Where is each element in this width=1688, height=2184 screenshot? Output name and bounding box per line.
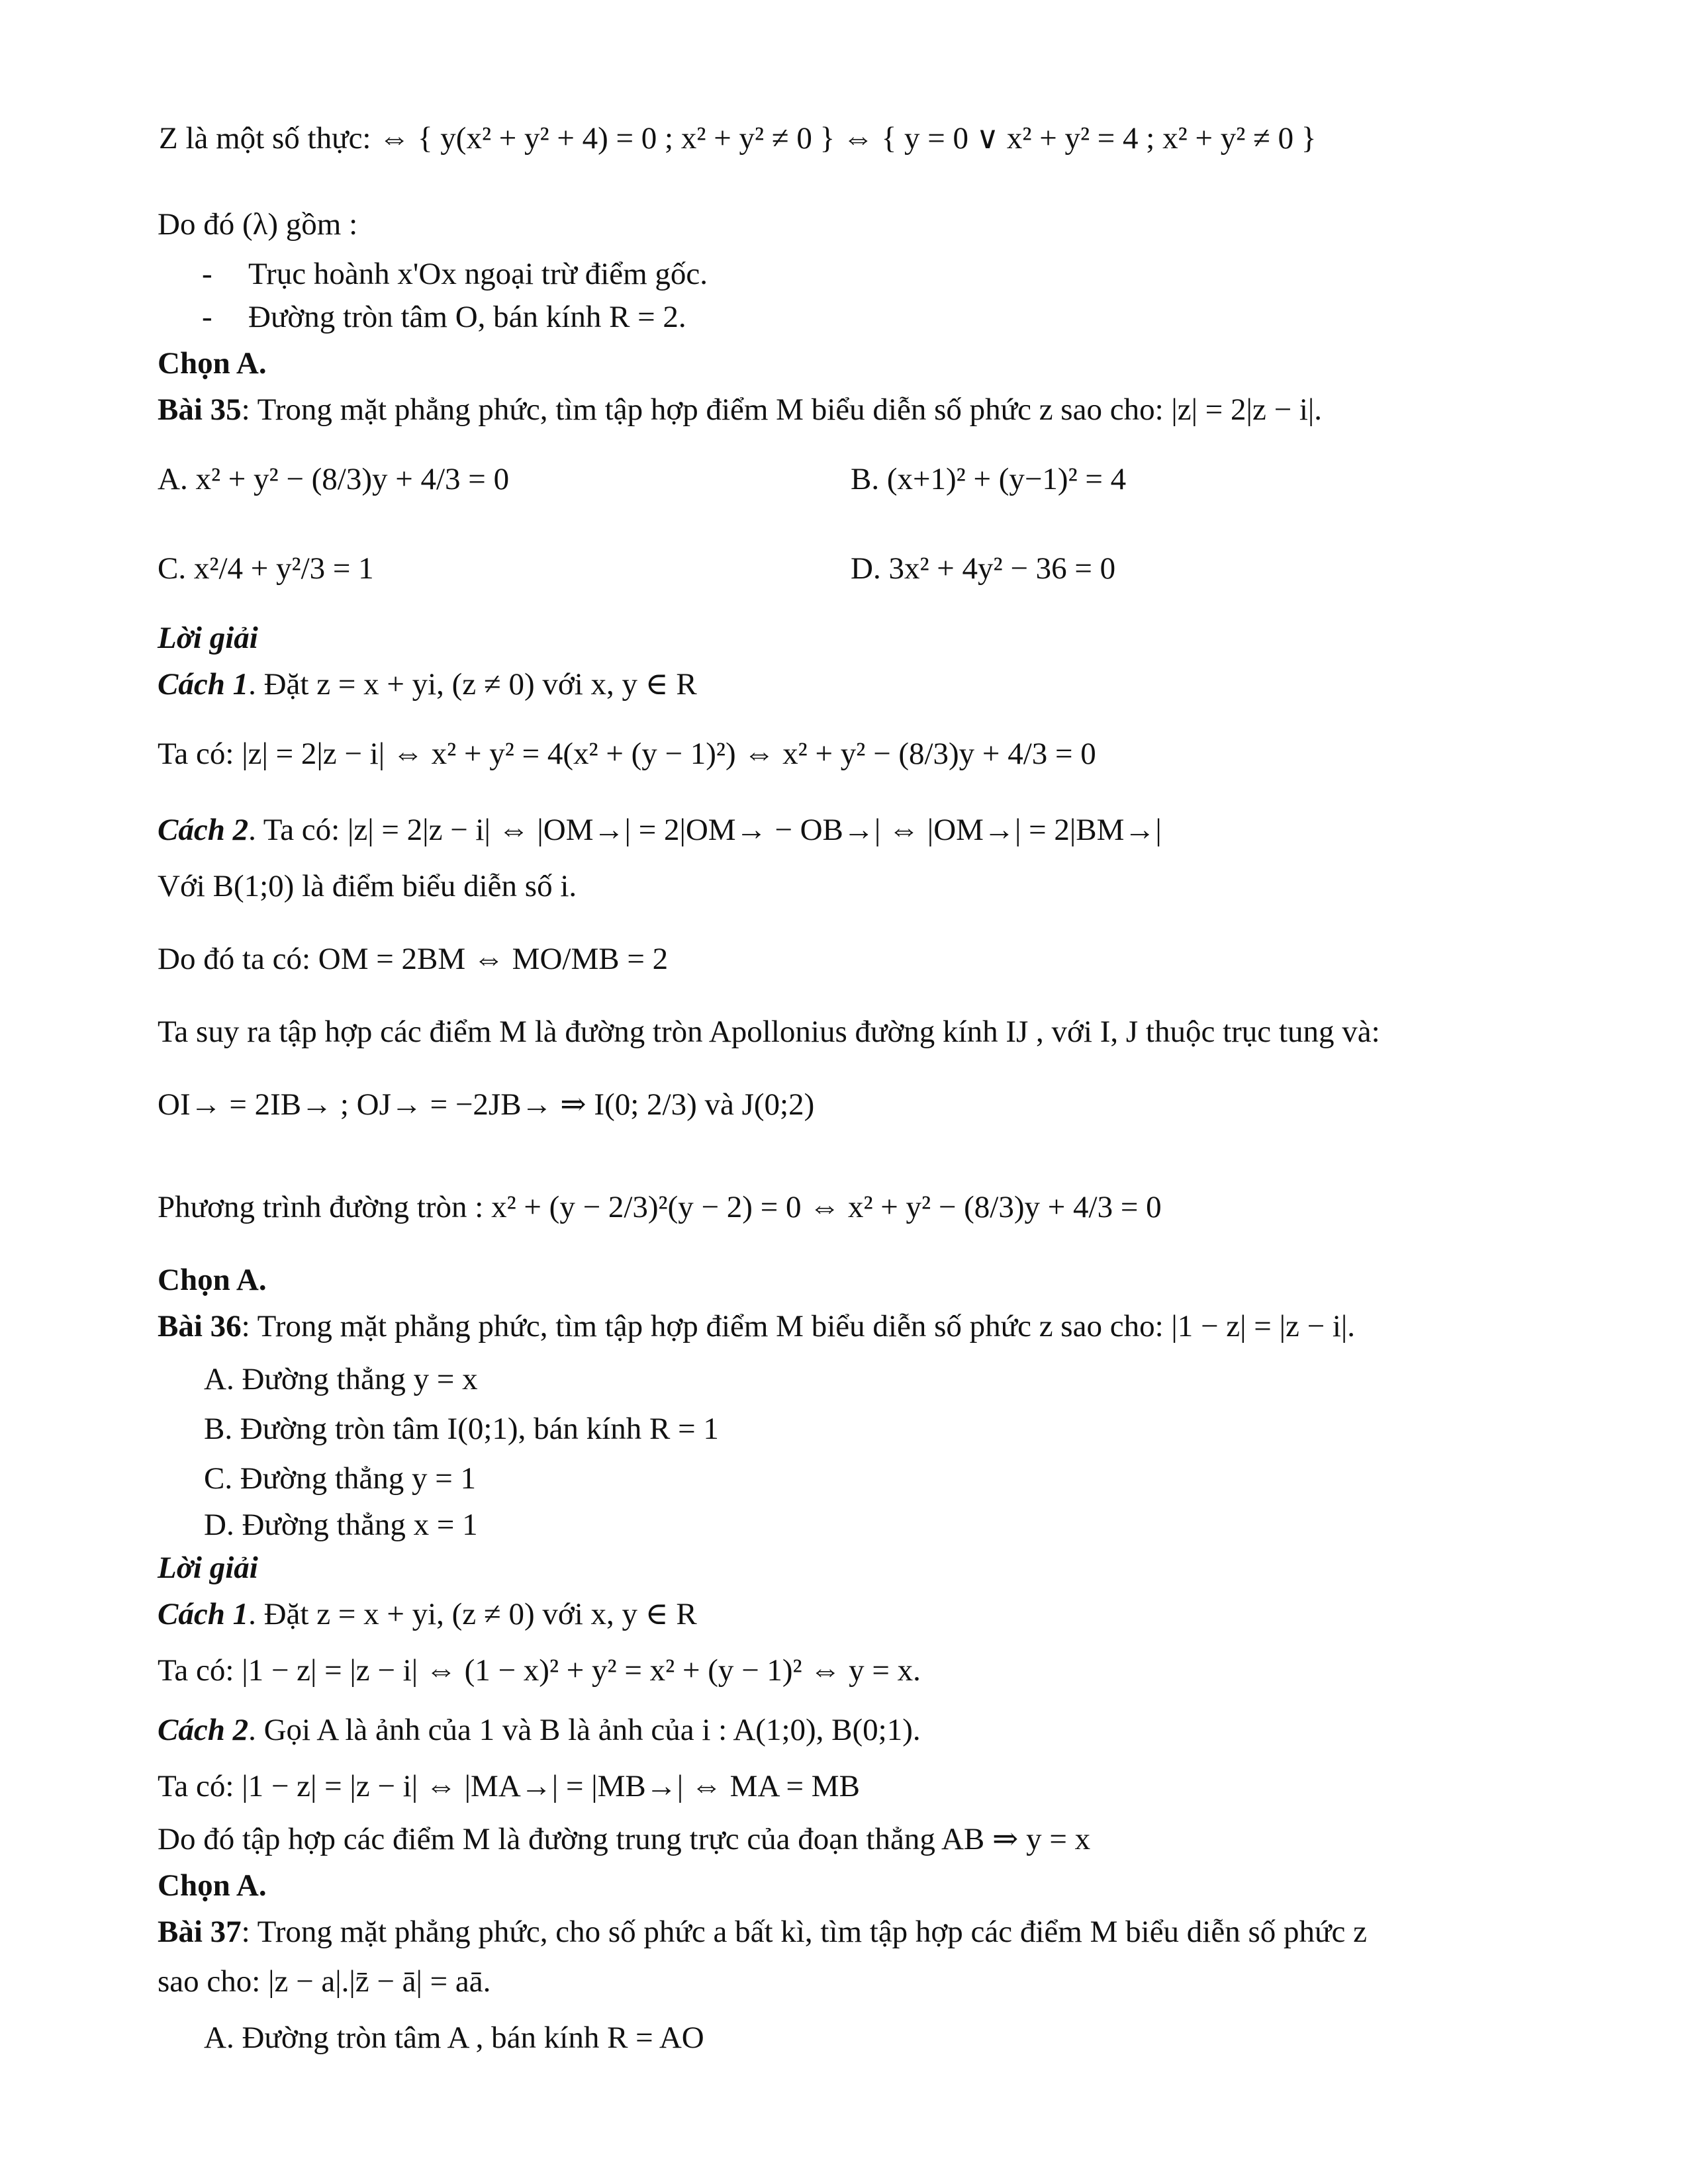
solution-heading: Lời giải	[158, 621, 258, 655]
circle-equation-line: Phương trình đường tròn : x² + (y − 2/3)²(y − 2) = 0 ⇔ x² + y² − (8/3)y + 4/3 = 0	[158, 1190, 1162, 1224]
equation-line: Ta có: |1 − z| = |z − i| ⇔ (1 − x)² + y² = x² + (y − 1)² ⇔ y = x.	[158, 1653, 921, 1688]
method-2-label: Cách 2	[158, 1713, 249, 1747]
method-2-line	[158, 1711, 921, 1749]
method-1-text: . Đặt z = x + yi, (z ≠ 0) với x, y ∈ R	[248, 667, 697, 702]
problem-37-statement	[158, 1913, 1367, 1951]
option-a-36: A. Đường thẳng y = x	[204, 1362, 478, 1396]
option-b-35: B. (x+1)² + (y−1)² = 4	[851, 462, 1127, 496]
equation-line: Ta có: |z| = 2|z − i| ⇔ x² + y² = 4(x² + (y − 1)²) ⇔ x² + y² − (8/3)y + 4/3 = 0	[158, 737, 1096, 771]
problem-35-statement	[158, 390, 1322, 429]
locus-intro: Do đó (λ) gồm :	[158, 207, 358, 242]
point-b-note: Với B(1;0) là điểm biểu diễn số i.	[158, 869, 577, 903]
method-2-line	[158, 811, 1162, 849]
method-1-label: Cách 1	[158, 667, 249, 702]
option-a-35: A. x² + y² − (8/3)y + 4/3 = 0	[158, 462, 510, 496]
option-c-35: C. x²/4 + y²/3 = 1	[158, 551, 374, 586]
locus-item-axis-text: Trục hoành x'Ox ngoại trừ điểm gốc.	[248, 257, 708, 291]
conclusion-line: Do đó tập hợp các điểm M là đường trung trực của đoạn thẳng AB ⇒ y = x	[158, 1822, 1091, 1856]
method-1-label: Cách 1	[158, 1597, 249, 1631]
method-2-label: Cách 2	[158, 813, 249, 847]
locus-item-circle-text: Đường tròn tâm O, bán kính R = 2.	[248, 300, 686, 334]
apollonius-line: Ta suy ra tập hợp các điểm M là đường tròn Apollonius đường kính IJ , với I, J thuộc trục tung và:	[158, 1015, 1380, 1049]
answer-label: Chọn A.	[158, 1263, 267, 1297]
problem-35-title: Bài 35	[158, 392, 242, 427]
locus-item-circle: - Đường tròn tâm O, bán kính R = 2.	[202, 300, 686, 334]
points-ij-line: OI→ = 2IB→ ; OJ→ = −2JB→ ⇒ I(0; 2/3) và J(0;2)	[158, 1087, 815, 1122]
method-1-line	[158, 1595, 697, 1633]
locus-item-axis: - Trục hoành x'Ox ngoại trừ điểm gốc.	[202, 257, 708, 291]
option-d-35: D. 3x² + 4y² − 36 = 0	[851, 551, 1116, 586]
real-condition-line: Z là một số thực: ⇔ { y(x² + y² + 4) = 0 ; x² + y² ≠ 0 } ⇔ { y = 0 ∨ x² + y² = 4 ; x² + y² ≠ 0 }	[159, 121, 1317, 156]
solution-heading: Lời giải	[158, 1551, 258, 1585]
problem-37-title: Bài 37	[158, 1915, 242, 1949]
method-2-text: . Ta có: |z| = 2|z − i| ⇔ |OM→| = 2|OM→ − OB→| ⇔ |OM→| = 2|BM→|	[248, 813, 1162, 847]
option-a-37: A. Đường tròn tâm A , bán kính R = AO	[204, 2021, 704, 2055]
option-b-36: B. Đường tròn tâm I(0;1), bán kính R = 1	[204, 1412, 719, 1446]
method-2-text: . Gọi A là ảnh của 1 và B là ảnh của i : A(1;0), B(0;1).	[248, 1713, 921, 1747]
answer-label: Chọn A.	[158, 1868, 267, 1903]
problem-37-text: : Trong mặt phẳng phức, cho số phức a bất kì, tìm tập hợp các điểm M biểu diễn số phức z	[241, 1915, 1367, 1949]
method-1-line	[158, 665, 697, 704]
problem-37-condition: sao cho: |z − a|.|z̄ − ā| = aā.	[158, 1964, 491, 1999]
method-1-text: . Đặt z = x + yi, (z ≠ 0) với x, y ∈ R	[248, 1597, 697, 1631]
problem-36-text: : Trong mặt phẳng phức, tìm tập hợp điểm M biểu diễn số phức z sao cho: |1 − z| = |z − i|.	[241, 1309, 1356, 1343]
problem-36-title: Bài 36	[158, 1309, 242, 1343]
option-c-36: C. Đường thẳng y = 1	[204, 1461, 477, 1496]
problem-36-statement	[158, 1307, 1355, 1345]
problem-35-text: : Trong mặt phẳng phức, tìm tập hợp điểm M biểu diễn số phức z sao cho: |z| = 2|z − i|.	[241, 392, 1323, 427]
ratio-line: Do đó ta có: OM = 2BM ⇔ MO/MB = 2	[158, 942, 669, 976]
answer-label: Chọn A.	[158, 346, 267, 381]
vector-equality-line: Ta có: |1 − z| = |z − i| ⇔ |MA→| = |MB→| ⇔ MA = MB	[158, 1769, 860, 1803]
option-d-36: D. Đường thẳng x = 1	[204, 1508, 478, 1542]
